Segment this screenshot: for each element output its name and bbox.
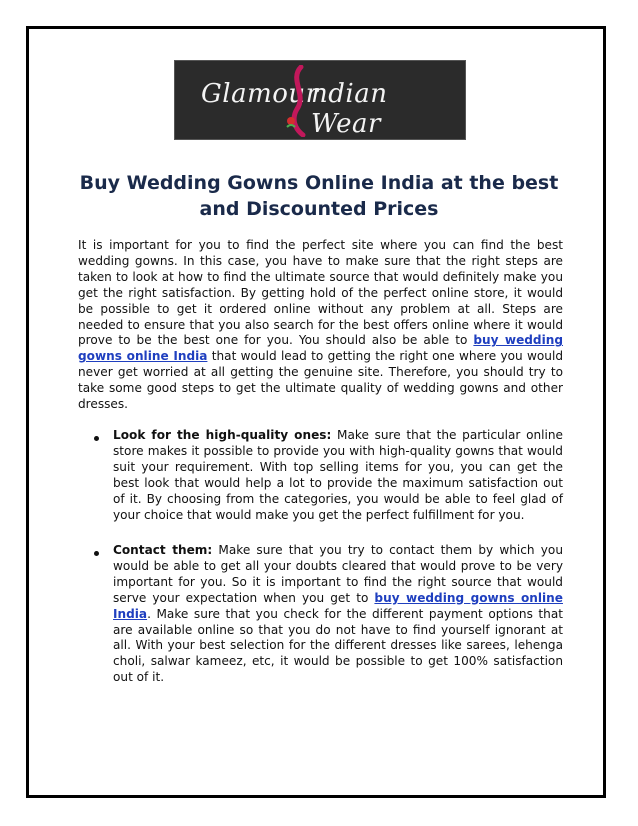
bullet-text-contact-end: . Make sure that you check for the different payment options that are available online so that you do not have to find yourself ignorant at all. With your best selection for the different dresses like sarees, lehenga choli, salwar kameez, etc, it would be possible to get 100% satisfaction out of it. <box>113 606 563 685</box>
bullet-item-quality <box>113 428 563 523</box>
logo-text-right: ndian Wear <box>311 79 388 139</box>
bullet-item-contact <box>113 543 563 686</box>
buy-wedding-gowns-link[interactable]: buy wedding gowns online India <box>78 333 563 364</box>
intro-text-end: that would lead to getting the right one where you would never get worried at all getting the genuine site. Therefore, you should try to take some good steps to get the ultimate quality of wedding gowns and other dresses. <box>78 349 563 412</box>
bullet-text-contact-start: Make sure that you try to contact them by which you would be able to get all your doubts cleared that would prove to be very important for you. So it is important to find the right source that would serve your expectation when you get to <box>113 543 563 605</box>
logo-text-left: Glamour <box>201 79 319 109</box>
bullet-heading-quality: Look for the high-quality ones: <box>113 428 332 442</box>
intro-text-start: It is important for you to find the perfect site where you can find the best wedding gowns. In this case, you have to make sure that the right steps are taken to look at how to find the ultimate source that would definitely make you get the right satisfaction. By getting hold of the perfect online store, it would be possible to get it ordered online without any problem at all. Steps are needed to ensure that you also search for the best offers online where it would prove to be the best one for you. You should also be able to <box>78 238 563 348</box>
brand-logo <box>174 60 466 140</box>
intro-paragraph <box>78 238 563 413</box>
bullet-text-quality: Make sure that the particular online store makes it possible to provide you with high-quality gowns that would suit your requirement. With top selling items for you, you can get the best look that would help a lot to provide the maximum satisfaction out of it. By choosing from the categories, you would be able to feel glad of your choice that would make you get the perfect fulfillment for you. <box>113 428 563 522</box>
bullet-dot-1 <box>94 436 99 441</box>
bullet-heading-contact: Contact them: <box>113 543 213 557</box>
bullet-dot-2 <box>94 551 99 556</box>
buy-wedding-gowns-link-2[interactable]: buy wedding gowns online India <box>113 590 563 621</box>
page-title: Buy Wedding Gowns Online India at the best and Discounted Prices <box>79 172 559 220</box>
